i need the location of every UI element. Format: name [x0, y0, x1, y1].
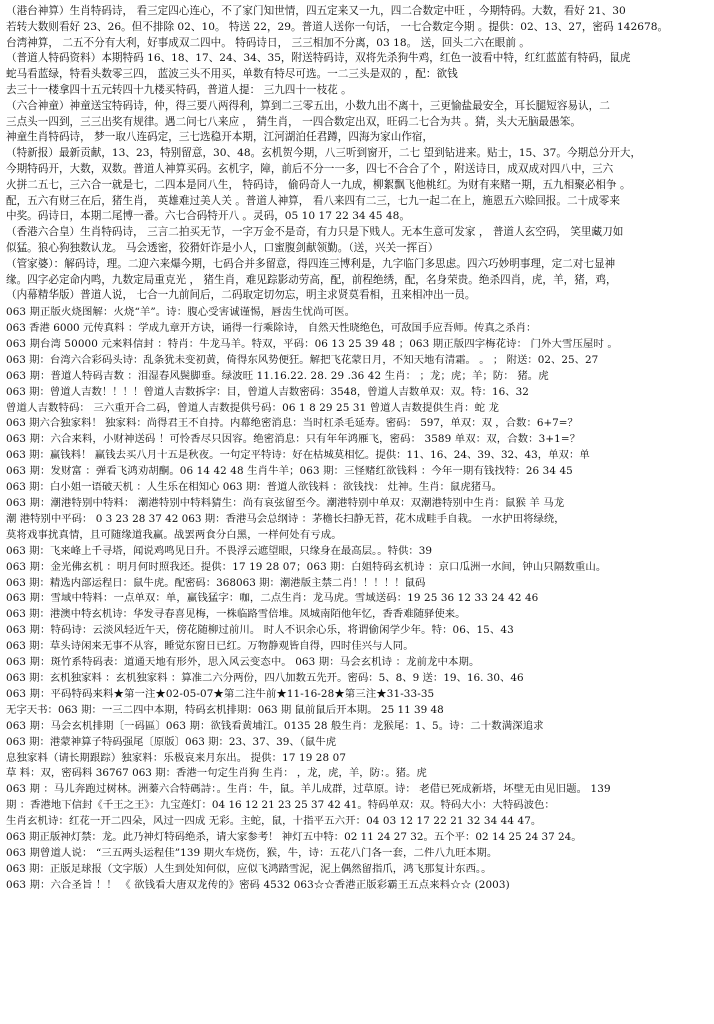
- text-line: （香港六合皇）生肖特码诗， 三言二拍买无节，一字万金不是奇，有力只是下贱人。无本生意可发家 ， 普道人玄空码， 笑里藏刀如: [6, 226, 624, 239]
- text-line: 063 期：马会玄机排期〔一码區〕063 期：欲钱看黄埔江。0135 28 般生肖：龙猴尾：1、5。诗：二十数满深追求: [6, 719, 544, 732]
- text-line: 生肖玄机诗：红花一开二四朵，风过一四成 无彩。主蛇，鼠，十指平五六开：04 03 12 17 22 21 32 34 44 47。: [6, 815, 542, 828]
- text-line: 063 期：六合圣旨 ！！ 《 欲钱看大唐双龙传的》密码 4532 063☆☆香港正版彩霸王五点来料☆☆ (2003): [6, 878, 510, 891]
- text-line: 063 香港 6000 元传真料 ：学成九章开方诀，诵得一行乘除诗， 自然天性晓绝色，可敌国手应吾师。传真之杀肖：: [6, 322, 537, 335]
- text-line: （港台神算）生肖特码诗， 看三定四心连心，不了家门知世情，四五定来又一九，四二合数定中旺 ，今期特码。大数，看好 21、30: [6, 5, 626, 17]
- text-line: 息独家料（请长期跟踪）独家料：乐极哀来月东出。 提供：17 19 28 07: [6, 751, 347, 764]
- text-line: 063 期：潮港特别中特料： 潮港特别中特料猜生：尚有哀弦留至今。潮港特别中单双：双潮港特别中生肖：鼠猴 羊 马龙: [6, 497, 565, 510]
- text-line: 063 期：普道人特码吉数 ：泪湿春风鬓脚垂。绿波旺 11.16.22. 28. 29 .36 42 生肖： ；龙；虎；羊；防： 猪。虎: [6, 369, 549, 382]
- text-line: （特新报）最新贡献，13、23，特别留意，30、48。玄机贺今期，八三听到窗开，二七 望到钻进来。贴士，15、37。今期总分开大，: [6, 147, 642, 160]
- bottom-text-block: [6, 305, 708, 894]
- top-text-block: [6, 4, 708, 304]
- text-line: 063 期正版火烧图解：火烧“羊”。诗：腹心受害诚谨惕，唇齿生忧尚可医。: [6, 306, 356, 319]
- text-line: 063 期正版神灯禁：龙。此乃神灯特码绝杀，请大家参考！ 神灯五中特：02 11 24 27 32。五个平：02 14 25 24 37 24。: [6, 831, 582, 844]
- text-line: 063 期：曾道人吉数！！！！曾道人吉数拆字：目，曾道人吉数密码：3548，曾道人吉数单双：双。特：16、32: [6, 385, 529, 398]
- text-line: 若转大数则看好 23、26。但不排除 02、10。 特送 22，29。普道人送你一句话， 一七合数定今期 。提供：02、13、27，密码 142678。: [6, 20, 669, 33]
- text-line: 配，五六有财三在后，猪生肖， 英雄难过美人关 。普道人神算， 看八来四有二三，七九一起二在上，施恩五六赊回报。二十成零来: [6, 194, 620, 207]
- text-line: （管家婆）：解码诗，理。二迎六来爆今期，七码合并多留意，得四连三博利是，九字临门多思虑。四六巧妙明事理，定二对七显神: [6, 257, 616, 270]
- text-line: 063 期：赢钱料！ 赢钱去买八月十五是秋夜。一句定平特诗：好在枯城莫相忆。提供：11、16、24、39、32、43，单双：单: [6, 449, 590, 462]
- text-line: 曾道人吉数特码： 三六重开合二码，曾道人吉数提供号码：06 1 8 29 25 31 曾道人吉数提供生肖：蛇 龙: [6, 401, 499, 414]
- text-line: 063 期：正版足球报（文字版）人生到处知何似，应似飞鸿踏雪泥，泥上偶然留指爪，鸿飞那复计东西。。: [6, 862, 492, 875]
- text-line: 063 期：金光佛玄机 ：明月何时照我还。提供：17 19 28 07；063 期：白姐特码玄机诗 ：京口瓜洲一水间，钟山只隔数重山。: [6, 560, 607, 573]
- text-line: 063 期六合独家料！ 独家料：尚得君王不自持。内幕绝密消息：当时杠杀毛延寿。密码： 597，单双：双 ，合数：6+7=？: [6, 417, 578, 430]
- text-line: 063 期台湾 50000 元来料信封 ：特肖：牛龙马羊。特双，平码：06 13 25 39 48 ；063 期正版四字梅花诗： 门外大雪压屋时 。: [6, 337, 618, 350]
- text-line: （普道人特码资料）本期特码 16、18、17、24、34、35，附送特码诗，双将先杀狗牛鸡，红色一波看中特，红红蓝蓝有特码，鼠虎: [6, 52, 631, 65]
- text-line: 063 期：六合来料，小财神送码 ！可怜香尽只因容。绝密消息：只有年年鸿雁飞，密码： 3589 单双：双，合数：3+1=？: [6, 433, 581, 446]
- text-line: （内幕精华版）普道人说， 七合一九前间后，二码取定切勿忘，明主求贤莫看相，丑来相冲出一员。: [6, 289, 476, 302]
- text-line: 063 期：玄机独家料 ：玄机独家料 ：算准二六分两份，四八加数五先开。密码：5、8、9 送：19、16. 30、46: [6, 671, 524, 684]
- text-line: 063 期：平码特码来料★第一注★02-05-07★第二注牛前★11-16-28★第三注★31-33-35: [6, 687, 435, 700]
- text-line: 神童生肖特码诗， 梦一取八连码定，三七选稳开本期，江河湖泊任君蹲，四海为家山作宿，: [6, 131, 434, 144]
- text-line: 蛇马看蓝绿，特看头数零三四， 蓝波三头不用买，单数有特尽可选。一二三头是双的 ，配：欲钱: [6, 68, 458, 81]
- text-line: 期 ：香港地下信封《千王之王》：九宝莲灯：04 16 12 21 23 25 37 42 41。特码单双：双。特码大小：大特码波色：: [6, 799, 555, 812]
- text-line: （六合神童）神童送宝特码诗，仲，得三要八两得利，算到二三零五出，小数九出不离十，三更愉盐最安全，耳长腿短容易认，二: [6, 99, 610, 112]
- text-line: 似猛。狼心狗独数认龙。 马会透密，狡猾奸诈是小人，口蜜腹剑献领勤。（送，兴关一挥百）: [6, 241, 439, 254]
- text-line: 潮 港特别中平码： 0 3 23 28 37 42 063 期：香港马会总纲诗 ：茅檐长扫静无苔，花木成畦手自栽。 一水护田将绿绕，: [6, 512, 565, 525]
- text-line: 063 期：特码诗：云淡风轻近午天，傍花随柳过前川。 时人不识余心乐，将谓偷闲学少年。特：06、15、43: [6, 624, 514, 637]
- text-line: 无字天书：063 期：一三二四中本期，特码玄机排期：063 期 鼠前鼠后开本期。 25 11 39 48: [6, 703, 444, 716]
- text-line: 063 期：发财富 ：弹看飞鸿劝胡酮。06 14 42 48 生肖牛羊；063 期：三怪赌红欲钱料 ：今年一期有钱找特：26 34 45: [6, 465, 573, 478]
- text-line: 063 期：雪域中特料：一点单双：单，赢钱猛字：咖，二点生肖：龙马虎。雪域送码：19 25 36 12 33 24 42 46: [6, 592, 539, 605]
- text-line: 063 期：港蒙神算子特码强尾〔原版〕063 期：23、37、39、（鼠牛虎: [6, 735, 337, 748]
- text-line: 台湾神算， 二五不分有大利，好事成双二四中。 特码诗日， 三三相加不分离，03 18。 送，回头二六在眼前 。: [6, 36, 530, 49]
- text-line: 063 期：精选内部运程日：鼠牛虎。配密码：368063 期：潮港版主禁二肖！！！！！鼠码: [6, 576, 426, 589]
- text-line: 缘。四字必定命内鸣，九数定局重克光 ， 猪生肖，难见踪影动劳高，配，前程绝绣，配，名身荣贵。绝杀四肖，虎，羊，猪，鸡，: [6, 273, 617, 286]
- text-line: 063 期：白小姐一语破天机 ：人生乐在相知心 063 期：普道人欲钱料 ：欲钱找： 灶神。生肖：鼠虎猪马。: [6, 481, 502, 494]
- text-line: 063 期：台湾六合彩码头诗：乱条犹未变初黄，倚得东风势便狂。解把飞花蒙日月，不知天地有清霜。 。 ； 附送：02、25、27: [6, 353, 599, 366]
- text-line: 火拼二五七，三六合一就是七，二四本是同八生， 特码诗， 偷码奇人一九成，柳絮飘飞他桃红。为财有来赌一期，五九相聚必相争 。: [6, 178, 631, 191]
- text-line: 莫将戏事扰真情，且可随缘道我赢。战罢两食分白黑，一样何处有亏成。: [6, 528, 342, 541]
- text-line: 去三十一楼拿四十五元转四十九楼买特码，普道人提： 三九四十一枝花 。: [6, 83, 352, 96]
- text-line: 063 期 ：马儿奔跑过树林。洲蓁六合特碼詩：。生肖：牛，鼠。羊儿成群，过草原。诗： 老借已死成新塔，坏壁无由见旧题。 139: [6, 783, 611, 796]
- text-line: 草 料：双，密码料 36767 063 期：香港一句定生肖狗 生肖： ，龙，虎，羊，防：。猪。虎: [6, 767, 427, 780]
- text-line: 063 期曾道人说： “三五两头运程佳”139 期火车烧伤，猴，牛，诗：五花八门各一套，二件八九旺本期。: [6, 846, 498, 859]
- text-line: 中奖。码诗日，本期二尾博一番。六七合码特开八 。灵码，05 10 17 22 34 45 48。: [6, 210, 410, 223]
- text-line: 063 期：草头诗闲来无事不从容，睡觉东窗日已红。万物静观皆自得，四时佳兴与人同。: [6, 640, 414, 653]
- text-line: 今期特码开，大数，双数。普道人神算买码。玄机字，障，前后不分一一多，四七不合合了个 ，附送诗日，成双成对四八中，三六: [6, 162, 614, 175]
- text-line: 063 期：港澳中特玄机诗：华发寻春喜见梅，一株临路雪倍堆。凤城南陌他年忆，香香难随驿使来。: [6, 608, 466, 621]
- text-line: 063 期：斑竹系特码表：道通天地有形外，思入风云变态中。 063 期：马会玄机诗 ：龙前龙中本期。: [6, 656, 480, 669]
- text-line: 三点头一四到，三三出奖有规律。遇二问七八来应 ， 猜生肖， 一四合数定出双，旺码二七合为共 。猜，头大无脑最愚笨。: [6, 115, 581, 128]
- text-line: 063 期：飞来峰上千寻塔，闻说鸡鸣见日升。不畏浮云遮望眼，只缘身在最高层。。特供：39: [6, 544, 432, 557]
